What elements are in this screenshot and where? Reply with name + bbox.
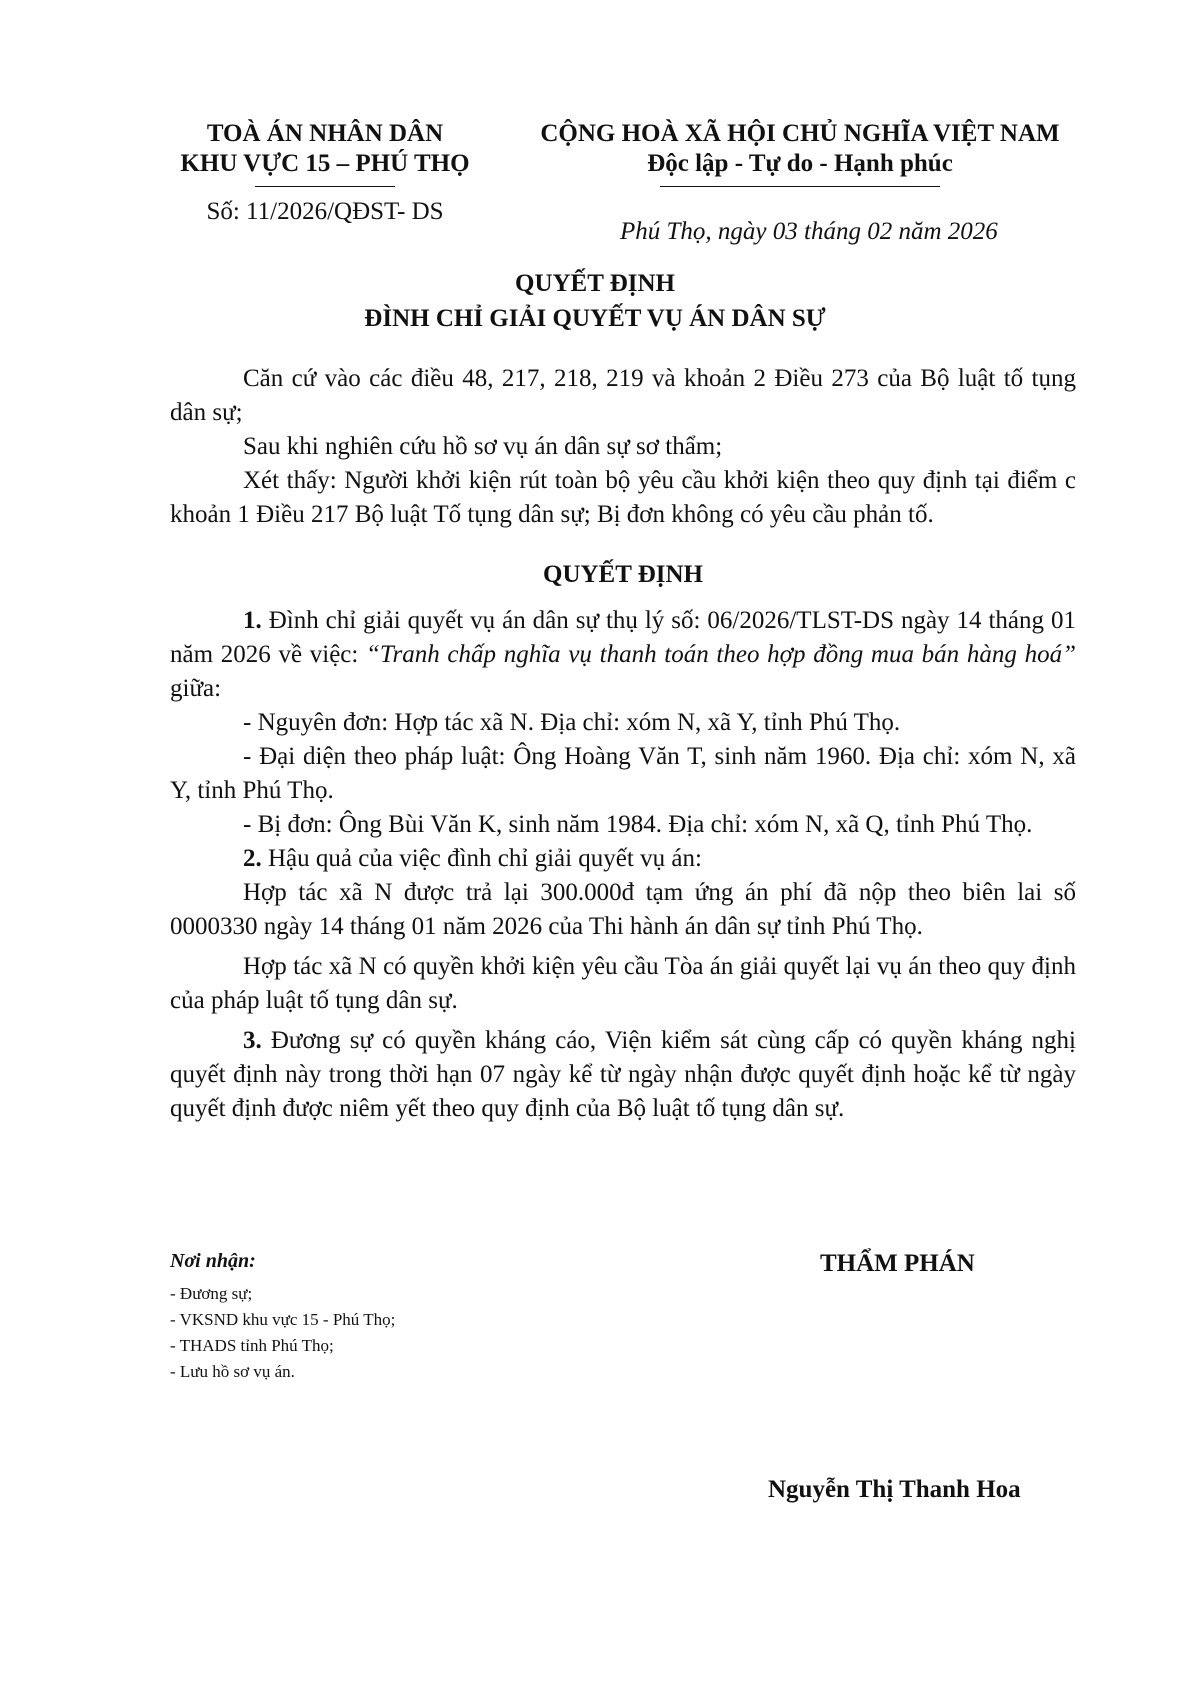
recipient-item: - Lưu hồ sơ vụ án. [170, 1362, 295, 1381]
dispute-subject: “Tranh chấp nghĩa vụ thanh toán theo hợp đồng mua bán hàng hoá” [366, 641, 1076, 668]
national-motto: Độc lập - Tự do - Hạnh phúc [647, 150, 953, 177]
decision-heading: QUYẾT ĐỊNH [543, 561, 703, 588]
motto-underline [660, 186, 940, 187]
decision-subtitle: ĐÌNH CHỈ GIẢI QUYẾT VỤ ÁN DÂN SỰ [364, 305, 826, 332]
defendant: - Bị đơn: Ông Bùi Văn K, sinh năm 1984. Địa chỉ: xóm N, xã Q, tỉnh Phú Thọ. [243, 811, 1033, 838]
section-3-text: Đương sự có quyền kháng cáo, Viện kiểm sát cùng cấp có quyền kháng nghị quyết định này trong thời hạn 07 ngày kể từ ngày nhận được quyết định hoặc kể từ ngày quyết định được niêm yết theo quy định của Bộ luật tố tụng dân sự. [170, 1027, 1076, 1122]
research-note: Sau khi nghiên cứu hồ sơ vụ án dân sự sơ thẩm; [243, 433, 723, 460]
court-name: TOÀ ÁN NHÂN DÂN [206, 120, 444, 147]
decision-title: QUYẾT ĐỊNH [515, 270, 675, 297]
recipient-item: - VKSND khu vực 15 - Phú Thọ; [170, 1310, 396, 1329]
legal-basis: Căn cứ vào các điều 48, 217, 218, 219 và khoản 2 Điều 273 của Bộ luật tố tụng dân sự; [170, 365, 1076, 426]
national-title: CỘNG HOÀ XÃ HỘI CHỦ NGHĨA VIỆT NAM [540, 120, 1060, 147]
recipient-item: - Đương sự; [170, 1284, 253, 1303]
right-to-resue: Hợp tác xã N có quyền khởi kiện yêu cầu Tòa án giải quyết lại vụ án theo quy định của pháp luật tố tụng dân sự. [170, 953, 1076, 1014]
section-2-heading: Hậu quả của việc đình chỉ giải quyết vụ án: [261, 845, 702, 872]
recipient-item: - THADS tỉnh Phú Thọ; [170, 1336, 334, 1355]
court-underline [255, 186, 395, 187]
section-3-number: 3. [243, 1027, 262, 1054]
section-1-number: 1. [243, 607, 262, 634]
section-1-tail: giữa: [170, 675, 222, 702]
consideration: Xét thấy: Người khởi kiện rút toàn bộ yêu cầu khởi kiện theo quy định tại điểm c khoản 1 Điều 217 Bộ luật Tố tụng dân sự; Bị đơn không có yêu cầu phản tố. [170, 467, 1076, 528]
section-1-text: Đình chỉ giải quyết vụ án dân sự thụ lý số: 06/2026/TLST-DS ngày 14 tháng 01 năm 2026 về việc: [170, 607, 1076, 668]
court-region: KHU VỰC 15 – PHÚ THỌ [180, 150, 470, 177]
place-date: Phú Thọ, ngày 03 tháng 02 năm 2026 [620, 218, 998, 245]
section-1 [170, 604, 1076, 706]
section-2 [170, 842, 1076, 876]
recipients-label: Nơi nhận: [170, 1250, 256, 1272]
section-2-number: 2. [243, 845, 262, 872]
plaintiff: - Nguyên đơn: Hợp tác xã N. Địa chỉ: xóm N, xã Y, tỉnh Phú Thọ. [243, 709, 901, 736]
document-number: Số: 11/2026/QĐST- DS [206, 198, 444, 225]
signer-name: Nguyễn Thị Thanh Hoa [768, 1476, 1021, 1503]
section-3 [170, 1024, 1076, 1126]
representative: - Đại diện theo pháp luật: Ông Hoàng Văn T, sinh năm 1960. Địa chỉ: xóm N, xã Y, tỉnh Phú Thọ. [170, 743, 1076, 804]
fee-refund: Hợp tác xã N được trả lại 300.000đ tạm ứng án phí đã nộp theo biên lai số 0000330 ngày 14 tháng 01 năm 2026 của Thi hành án dân sự tỉnh Phú Thọ. [170, 879, 1076, 940]
signer-title: THẨM PHÁN [820, 1250, 975, 1277]
document-body [170, 362, 1076, 1126]
